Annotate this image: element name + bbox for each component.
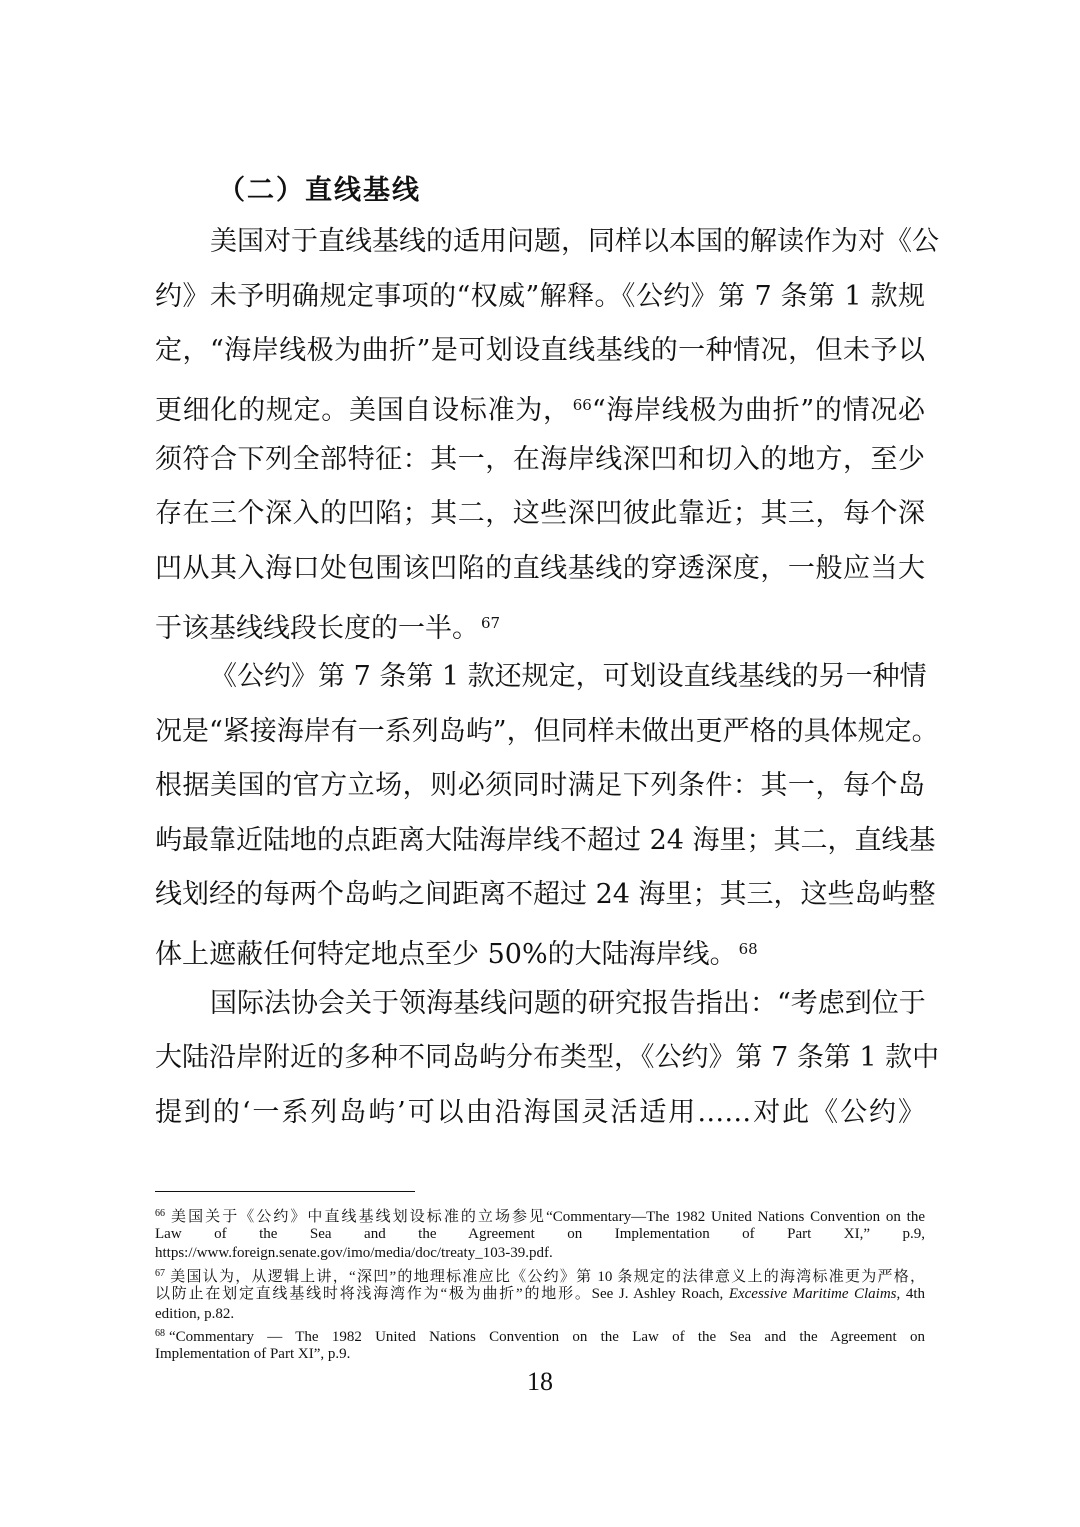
footnote-66-line-1 bbox=[155, 1204, 925, 1224]
footnote-66-number: 66 bbox=[155, 1208, 165, 1219]
paragraph-2-line-4: 屿最靠近陆地的点距离大陆海岸线不超过 24 海里；其二，直线基 bbox=[155, 825, 936, 856]
paragraph-1-line-4 bbox=[155, 385, 925, 425]
paragraph-3-line-2: 大陆沿岸附近的多种不同岛屿分布类型，《公约》第 7 条第 1 款中 bbox=[155, 1042, 940, 1073]
paragraph-3-line-3: 提到的‘一系列岛屿’可以由沿海国灵活适用……对此《公约》 bbox=[155, 1097, 925, 1128]
paragraph-1-line-8-text: 于该基线线段长度的一半。 bbox=[155, 613, 479, 644]
paragraph-3-line-1: 国际法协会关于领海基线问题的研究报告指出：“考虑到位于 bbox=[210, 988, 926, 1019]
footnote-68-line-2: Implementation of Part XI”, p.9. bbox=[155, 1346, 351, 1362]
section-heading: （二）直线基线 bbox=[218, 175, 421, 206]
footnote-68-line-1 bbox=[155, 1324, 925, 1344]
footnote-67-text-3: , 4th bbox=[896, 1286, 925, 1302]
footnote-68-number: 68 bbox=[155, 1328, 165, 1339]
paragraph-1-line-5: 须符合下列全部特征：其一，在海岸线深凹和切入的地方，至少 bbox=[155, 444, 925, 475]
footnote-ref-67: 67 bbox=[481, 614, 501, 632]
paragraph-2-line-6-text: 体上遮蔽任何特定地点至少 50%的大陆海岸线。 bbox=[155, 939, 737, 970]
footnote-ref-68: 68 bbox=[738, 940, 758, 958]
paragraph-2-line-2: 况是“紧接海岸有一系列岛屿”，但同样未做出更严格的具体规定。 bbox=[155, 716, 939, 747]
footnote-67-book-title: Excessive Maritime Claims bbox=[728, 1286, 897, 1302]
paragraph-1-line-7: 凹从其入海口处包围该凹陷的直线基线的穿透深度，一般应当大 bbox=[155, 553, 925, 584]
paragraph-1-line-4-text-a: 更细化的规定。美国自设标准为， bbox=[155, 395, 571, 426]
footnote-ref-66: 66 bbox=[572, 396, 592, 414]
footnote-divider bbox=[155, 1191, 415, 1192]
paragraph-2-line-3: 根据美国的官方立场，则必须同时满足下列条件：其一，每个岛 bbox=[155, 770, 925, 801]
paragraph-1-line-1: 美国对于直线基线的适用问题，同样以本国的解读作为对《公 bbox=[210, 226, 939, 257]
footnote-67-text-2: 以防止在划定直线基线时将浅海湾作为“极为曲折”的地形。See J. Ashley Roach, bbox=[155, 1286, 724, 1302]
footnote-67-line-1 bbox=[155, 1264, 925, 1284]
paragraph-1-line-2: 约》未予明确规定事项的“权威”解释。《公约》第 7 条第 1 款规 bbox=[155, 281, 925, 312]
footnote-66-link[interactable]: https://www.foreign.senate.gov/imo/media/doc/treaty_103-39.pdf. bbox=[155, 1245, 553, 1261]
footnote-66-line-2: Law of the Sea and the Agreement on Implementation of Part XI,” p.9, bbox=[155, 1226, 925, 1242]
paragraph-2-line-1: 《公约》第 7 条第 1 款还规定，可划设直线基线的另一种情 bbox=[210, 661, 927, 692]
paragraph-2-line-6 bbox=[155, 929, 925, 969]
footnote-66-text-1: 美国关于《公约》中直线基线划设标准的立场参见“Commentary—The 1982 United Nations Convention on the bbox=[169, 1209, 925, 1225]
footnote-68-text-1: “Commentary — The 1982 United Nations Convention on the Law of the Sea and the Agreement on bbox=[169, 1329, 925, 1345]
footnote-67-number: 67 bbox=[155, 1268, 165, 1279]
paragraph-1-line-3: 定，“海岸线极为曲折”是可划设直线基线的一种情况，但未予以 bbox=[155, 335, 925, 366]
footnote-67-text-1: 美国认为，从逻辑上讲，“深凹”的地理标准应比《公约》第 10 条规定的法律意义上的海湾标准更为严格， bbox=[169, 1269, 925, 1285]
footnote-67-line-3: edition, p.82. bbox=[155, 1306, 235, 1322]
paragraph-2-line-5: 线划经的每两个岛屿之间距离不超过 24 海里；其三，这些岛屿整 bbox=[155, 879, 936, 910]
paragraph-1-line-8 bbox=[155, 603, 925, 643]
page-number: 18 bbox=[527, 1367, 553, 1396]
paragraph-1-line-6: 存在三个深入的凹陷；其二，这些深凹彼此靠近；其三，每个深 bbox=[155, 498, 925, 529]
footnote-67-line-2 bbox=[155, 1284, 925, 1304]
paragraph-1-line-4-text-b: “海岸线极为曲折”的情况必 bbox=[591, 395, 926, 426]
